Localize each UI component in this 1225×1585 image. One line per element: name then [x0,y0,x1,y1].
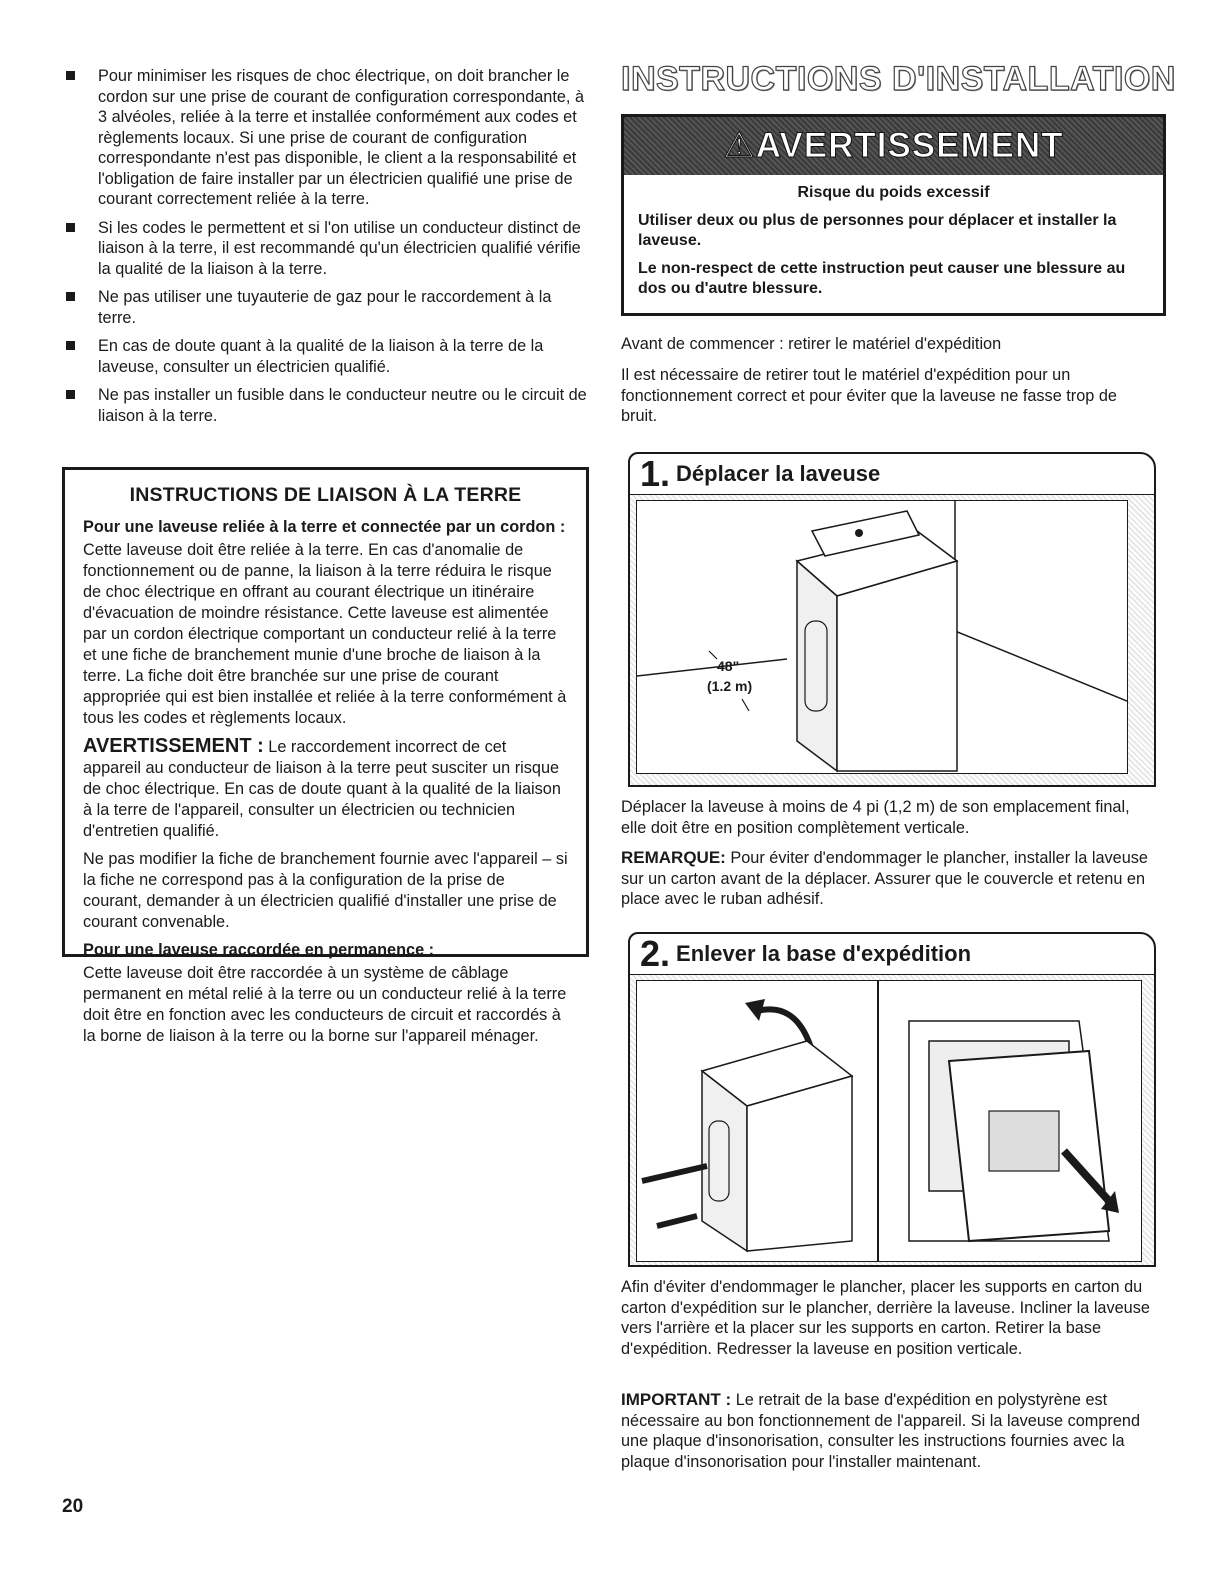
warning-banner [624,117,1163,175]
safety-bullet-list [62,66,592,426]
step2-title: Enlever la base d'expédition [676,941,972,966]
bullet-item: Ne pas installer un fusible dans le conducteur neutre ou le circuit de liaison à la terre. [62,385,592,426]
intro-heading: Avant de commencer : retirer le matériel d'expédition [621,335,1002,353]
warning-label: AVERTISSEMENT : [83,735,264,757]
step1-note [621,848,1151,910]
step1-title: Déplacer la laveuse [676,461,881,486]
step2-illustration-base [878,980,1142,1262]
bullet-item: En cas de doute quant à la qualité de la liaison à la terre de la laveuse, consulter un électricien qualifié. [62,336,592,377]
shipping-base-illustration [879,981,1141,1261]
grounding-plug-paragraph: Ne pas modifier la fiche de branchement fournie avec l'appareil – si la fiche ne correspond pas à la configuration de la prise de courant, demander à un électricien qualifié d'installer une prise de courant convenable. [83,850,568,931]
step2-number: 2. [640,933,671,974]
page-number: 20 [62,1496,84,1517]
step1-number: 1. [640,453,671,494]
dimension-meters: (1.2 m) [707,678,753,694]
grounding-paragraph: Cette laveuse doit être reliée à la terre. En cas d'anomalie de fonctionnement ou de panne, la liaison à la terre réduira le risque de choc électrique en offrant au courant électrique un itinéraire d'évacuation de moindre résistance. Cette laveuse est alimentée par un cordon électrique comportant un conducteur relié à la terre et une fiche de branchement munie d'une broche de liaison à la terre. La fiche doit être branchée sur une prise de courant appropriée qui est bien installée et reliée à la terre conformément à tous les codes et règlements locaux. [83,541,567,727]
warning-banner-text: ⚠AVERTISSEMENT [723,126,1064,165]
grounding-permanent-paragraph: Cette laveuse doit être raccordée à un système de câblage permanent en métal relié à la terre ou un conducteur relié à la terre doit être en fonction avec les conducteurs de circuit et raccordés à la borne de liaison à la terre ou la borne sur l'appareil ménager. [83,964,567,1045]
step1-text: Déplacer la laveuse à moins de 4 pi (1,2 m) de son emplacement final, elle doit être en position complètement verticale. [621,798,1130,837]
dimension-feet: 48" [717,658,740,674]
bullet-item: Ne pas utiliser une tuyauterie de gaz pour le raccordement à la terre. [62,287,592,328]
step2-text: Afin d'éviter d'endommager le plancher, placer les supports en carton du carton d'expédition sur le plancher, derrière la laveuse. Incliner la laveuse vers l'arrière et la placer sur les supports en carton. Retirer la base d'expédition. Redresser la laveuse en position verticale. [621,1278,1150,1358]
washer-tilt-illustration [637,981,877,1261]
warning-box [621,114,1166,316]
warning-text: Le raccordement incorrect de cet appareil au conducteur de liaison à la terre peut susciter un risque de choc électrique. En cas de doute quant à la qualité de la liaison à la terre de l'appareil, consulter un électricien ou technicien d'entretien qualifié. [83,738,561,840]
note-text: Pour éviter d'endommager le plancher, installer la laveuse sur un carton avant de la déplacer. Assurer que le couvercle et retenu en place avec le ruban adhésif. [621,849,1148,908]
warning-heading: Risque du poids excessif [797,184,990,201]
bullet-item: Pour minimiser les risques de choc électrique, on doit brancher le cordon sur une prise de courant de configuration correspondante, à 3 alvéoles, reliée à la terre et installée conformément aux codes et règlements locaux. Si une prise de courant de configuration correspondante n'est pas disponible, le client a la responsabilité et l'obligation de faire installer par un électricien qualifié une prise de courant correctement reliée à la terre. [62,66,592,210]
step2-important [621,1390,1151,1472]
grounding-subheading-cord: Pour une laveuse reliée à la terre et connectée par un cordon : [83,518,566,536]
warning-line: Le non-respect de cette instruction peut causer une blessure au dos ou d'autre blessure. [638,260,1126,297]
page-title: INSTRUCTIONS D'INSTALLATION [621,60,1176,98]
step1-illustration [636,500,1128,774]
step2-illustration-tilt [636,980,878,1262]
warning-line: Utiliser deux ou plus de personnes pour déplacer et installer la laveuse. [638,212,1117,249]
step2-panel [628,932,1156,1267]
grounding-title: INSTRUCTIONS DE LIAISON À LA TERRE [129,484,522,506]
step2-header [630,934,1154,975]
important-text: Le retrait de la base d'expédition en polystyrène est nécessaire au bon fonctionnement de l'appareil. Si la laveuse comprend une plaque d'insonorisation, consulter les instructions fournies avec la plaque d'insonorisation pour l'installer maintenant. [621,1391,1141,1471]
bullet-item: Si les codes le permettent et si l'on utilise un conducteur distinct de liaison à la terre, il est recommandé qu'un électricien qualifié vérifie la qualité de la liaison à la terre. [62,218,592,280]
grounding-warning-paragraph [83,736,568,842]
step1-panel [628,452,1156,787]
intro-paragraph: Il est nécessaire de retirer tout le matériel d'expédition pour un fonctionnement correct et pour éviter que la laveuse ne fasse trop de bruit. [621,366,1117,425]
warning-body [624,175,1163,315]
important-label: IMPORTANT : [621,1390,732,1409]
step1-header [630,454,1154,495]
washer-move-illustration [637,501,1127,773]
grounding-subheading-permanent: Pour une laveuse raccordée en permanence : [83,941,435,959]
note-label: REMARQUE: [621,848,726,867]
grounding-instructions-box [62,467,589,1045]
left-column [62,66,592,434]
